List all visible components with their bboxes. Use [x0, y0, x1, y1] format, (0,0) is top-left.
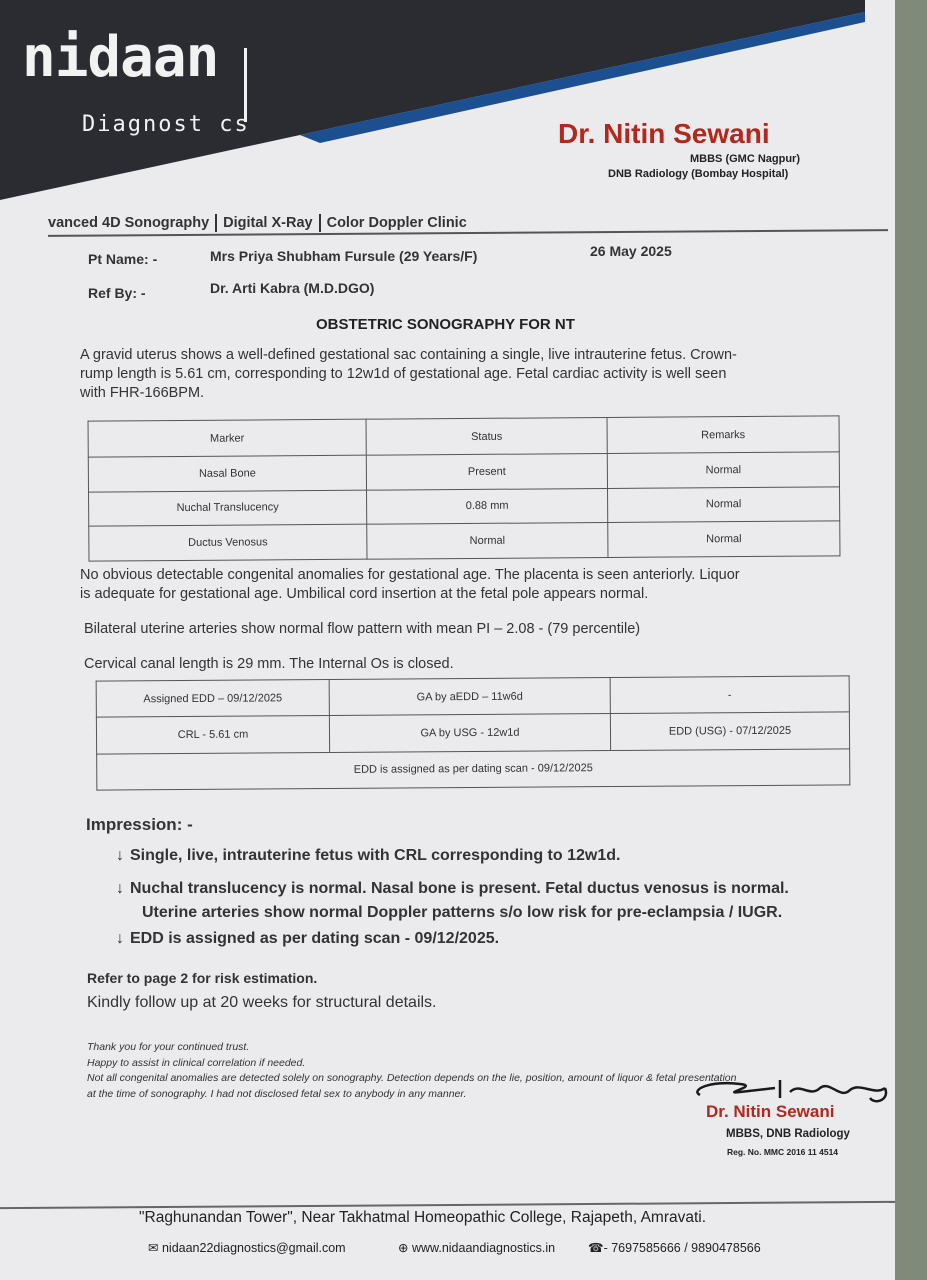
- table-cell: 0.88 mm: [367, 488, 608, 524]
- disclaimer-line: Thank you for your continued trust.: [87, 1041, 250, 1053]
- table-cell: EDD is assigned as per dating scan - 09/12/2025: [97, 749, 850, 791]
- signature-name: Dr. Nitin Sewani: [706, 1102, 835, 1121]
- website-text: www.nidaandiagnostics.in: [411, 1241, 556, 1255]
- disclaimer-line: at the time of sonography. I had not disclosed fetal sex to anybody in any manner.: [87, 1087, 467, 1100]
- impression-item: [116, 845, 620, 867]
- table-cell: Nasal Bone: [88, 455, 366, 492]
- table-cell: Nuchal Translucency: [89, 490, 367, 527]
- footer-email: [148, 1240, 346, 1255]
- footer-phone: [588, 1240, 761, 1255]
- findings-line: with FHR-166BPM.: [80, 385, 205, 401]
- impression-text-continued: Uterine arteries show normal Doppler patterns s/o low risk for pre-eclampsia / IUGR.: [142, 904, 783, 921]
- table-cell: Present: [366, 453, 607, 489]
- table-header-cell: Remarks: [607, 416, 839, 454]
- table-row: [89, 521, 840, 561]
- arrow-down-icon: ↓: [116, 930, 124, 947]
- cervical-canal-line: Cervical canal length is 29 mm. The Internal Os is closed.: [84, 656, 454, 672]
- service-digital-xray: Digital X-Ray: [223, 214, 313, 231]
- findings-line: rump length is 5.61 cm, corresponding to 12w1d of gestational age. Fetal cardiac activity is well seen: [80, 366, 727, 382]
- impression-text: Single, live, intrauterine fetus with CRL corresponding to 12w1d.: [130, 847, 621, 864]
- service-color-doppler: Color Doppler Clinic: [326, 214, 467, 231]
- patient-name-label: Pt Name: -: [88, 251, 158, 267]
- signature-qualification: MBBS, DNB Radiology: [726, 1128, 850, 1140]
- impression-item: [116, 928, 499, 950]
- impression-title: Impression: -: [86, 815, 193, 834]
- follow-up-note: Kindly follow up at 20 weeks for structural details.: [87, 994, 437, 1011]
- footer-website: [398, 1240, 555, 1255]
- table-row: [89, 487, 840, 527]
- impression-text: Nuchal translucency is normal. Nasal bone is present. Fetal ductus venosus is normal.: [130, 880, 789, 897]
- referred-by-label: Ref By: -: [88, 285, 146, 301]
- arrow-down-icon: ↓: [116, 847, 124, 864]
- logo-wordmark: nidaan: [22, 25, 219, 90]
- table-row: [88, 452, 839, 492]
- table-cell: Normal: [608, 487, 840, 523]
- anomaly-line: No obvious detectable congenital anomalies for gestational age. The placenta is seen anteriorly. Liquor: [80, 567, 740, 583]
- report-date: 26 May 2025: [590, 243, 672, 259]
- table-cell: Normal: [608, 521, 840, 557]
- table-cell: GA by USG - 12w1d: [329, 714, 610, 752]
- service-4d-sonography: vanced 4D Sonography: [48, 214, 210, 231]
- edd-table: [96, 675, 851, 790]
- anomaly-paragraph: [80, 566, 840, 604]
- phone-icon: ☎: [588, 1241, 604, 1255]
- separator: [215, 214, 217, 232]
- table-cell: -: [610, 676, 849, 714]
- table-cell: Ductus Venosus: [89, 524, 367, 561]
- table-header-cell: Marker: [88, 419, 366, 457]
- marker-table: [88, 415, 841, 561]
- disclaimer-line: Happy to assist in clinical correlation if needed.: [87, 1056, 306, 1069]
- impression-item: [116, 878, 789, 900]
- anomaly-line: is adequate for gestational age. Umbilical cord insertion at the fetal pole appears normal.: [80, 586, 649, 602]
- disclaimer-line: Not all congenital anomalies are detected solely on sonography. Detection depends on the lie, position, amount of liquor & fetal presentation: [87, 1072, 737, 1084]
- doctor-qualification-1: MBBS (GMC Nagpur): [690, 153, 800, 165]
- table-cell: CRL - 5.61 cm: [96, 716, 329, 754]
- globe-icon: ⊕: [398, 1241, 409, 1255]
- arrow-down-icon: ↓: [116, 880, 124, 897]
- doctor-name: Dr. Nitin Sewani: [558, 118, 770, 149]
- table-header-cell: Status: [366, 417, 607, 455]
- table-cell: Normal: [367, 523, 608, 559]
- patient-name-value: Mrs Priya Shubham Fursule (29 Years/F): [210, 248, 478, 264]
- findings-paragraph: [80, 346, 840, 403]
- impression-text: EDD is assigned as per dating scan - 09/12/2025.: [130, 930, 500, 947]
- table-header-row: [88, 416, 839, 457]
- report-title: OBSTETRIC SONOGRAPHY FOR NT: [316, 316, 575, 333]
- uterine-arteries-line: Bilateral uterine arteries show normal flow pattern with mean PI – 2.08 - (79 percentile): [84, 621, 641, 637]
- footer-divider: [0, 1201, 895, 1209]
- phone-text: - 7697585666 / 9890478566: [603, 1241, 761, 1255]
- doctor-qualification-2: DNB Radiology (Bombay Hospital): [608, 168, 789, 180]
- table-cell: Normal: [607, 452, 839, 488]
- referred-by-value: Dr. Arti Kabra (M.D.DGO): [210, 280, 375, 296]
- table-row: [96, 712, 849, 754]
- findings-line: A gravid uterus shows a well-defined gestational sac containing a single, live intrauterine fetus. Crown-: [80, 347, 737, 363]
- separator: [319, 214, 321, 232]
- footer-address: "Raghunandan Tower", Near Takhatmal Homeopathic College, Rajapeth, Amravati.: [139, 1209, 707, 1226]
- table-cell: EDD (USG) - 07/12/2025: [610, 712, 849, 750]
- mail-icon: ✉: [148, 1241, 159, 1255]
- signature-registration: Reg. No. MMC 2016 11 4514: [727, 1147, 839, 1157]
- refer-note: Refer to page 2 for risk estimation.: [87, 970, 318, 986]
- table-cell: Assigned EDD – 09/12/2025: [96, 680, 329, 718]
- table-row: [96, 676, 849, 718]
- table-row: [97, 749, 850, 791]
- email-text: nidaan22diagnostics@gmail.com: [161, 1241, 346, 1255]
- logo-subtitle: Diagnost cs: [82, 112, 250, 137]
- services-bar: [48, 214, 467, 232]
- table-cell: GA by aEDD – 11w6d: [329, 678, 610, 716]
